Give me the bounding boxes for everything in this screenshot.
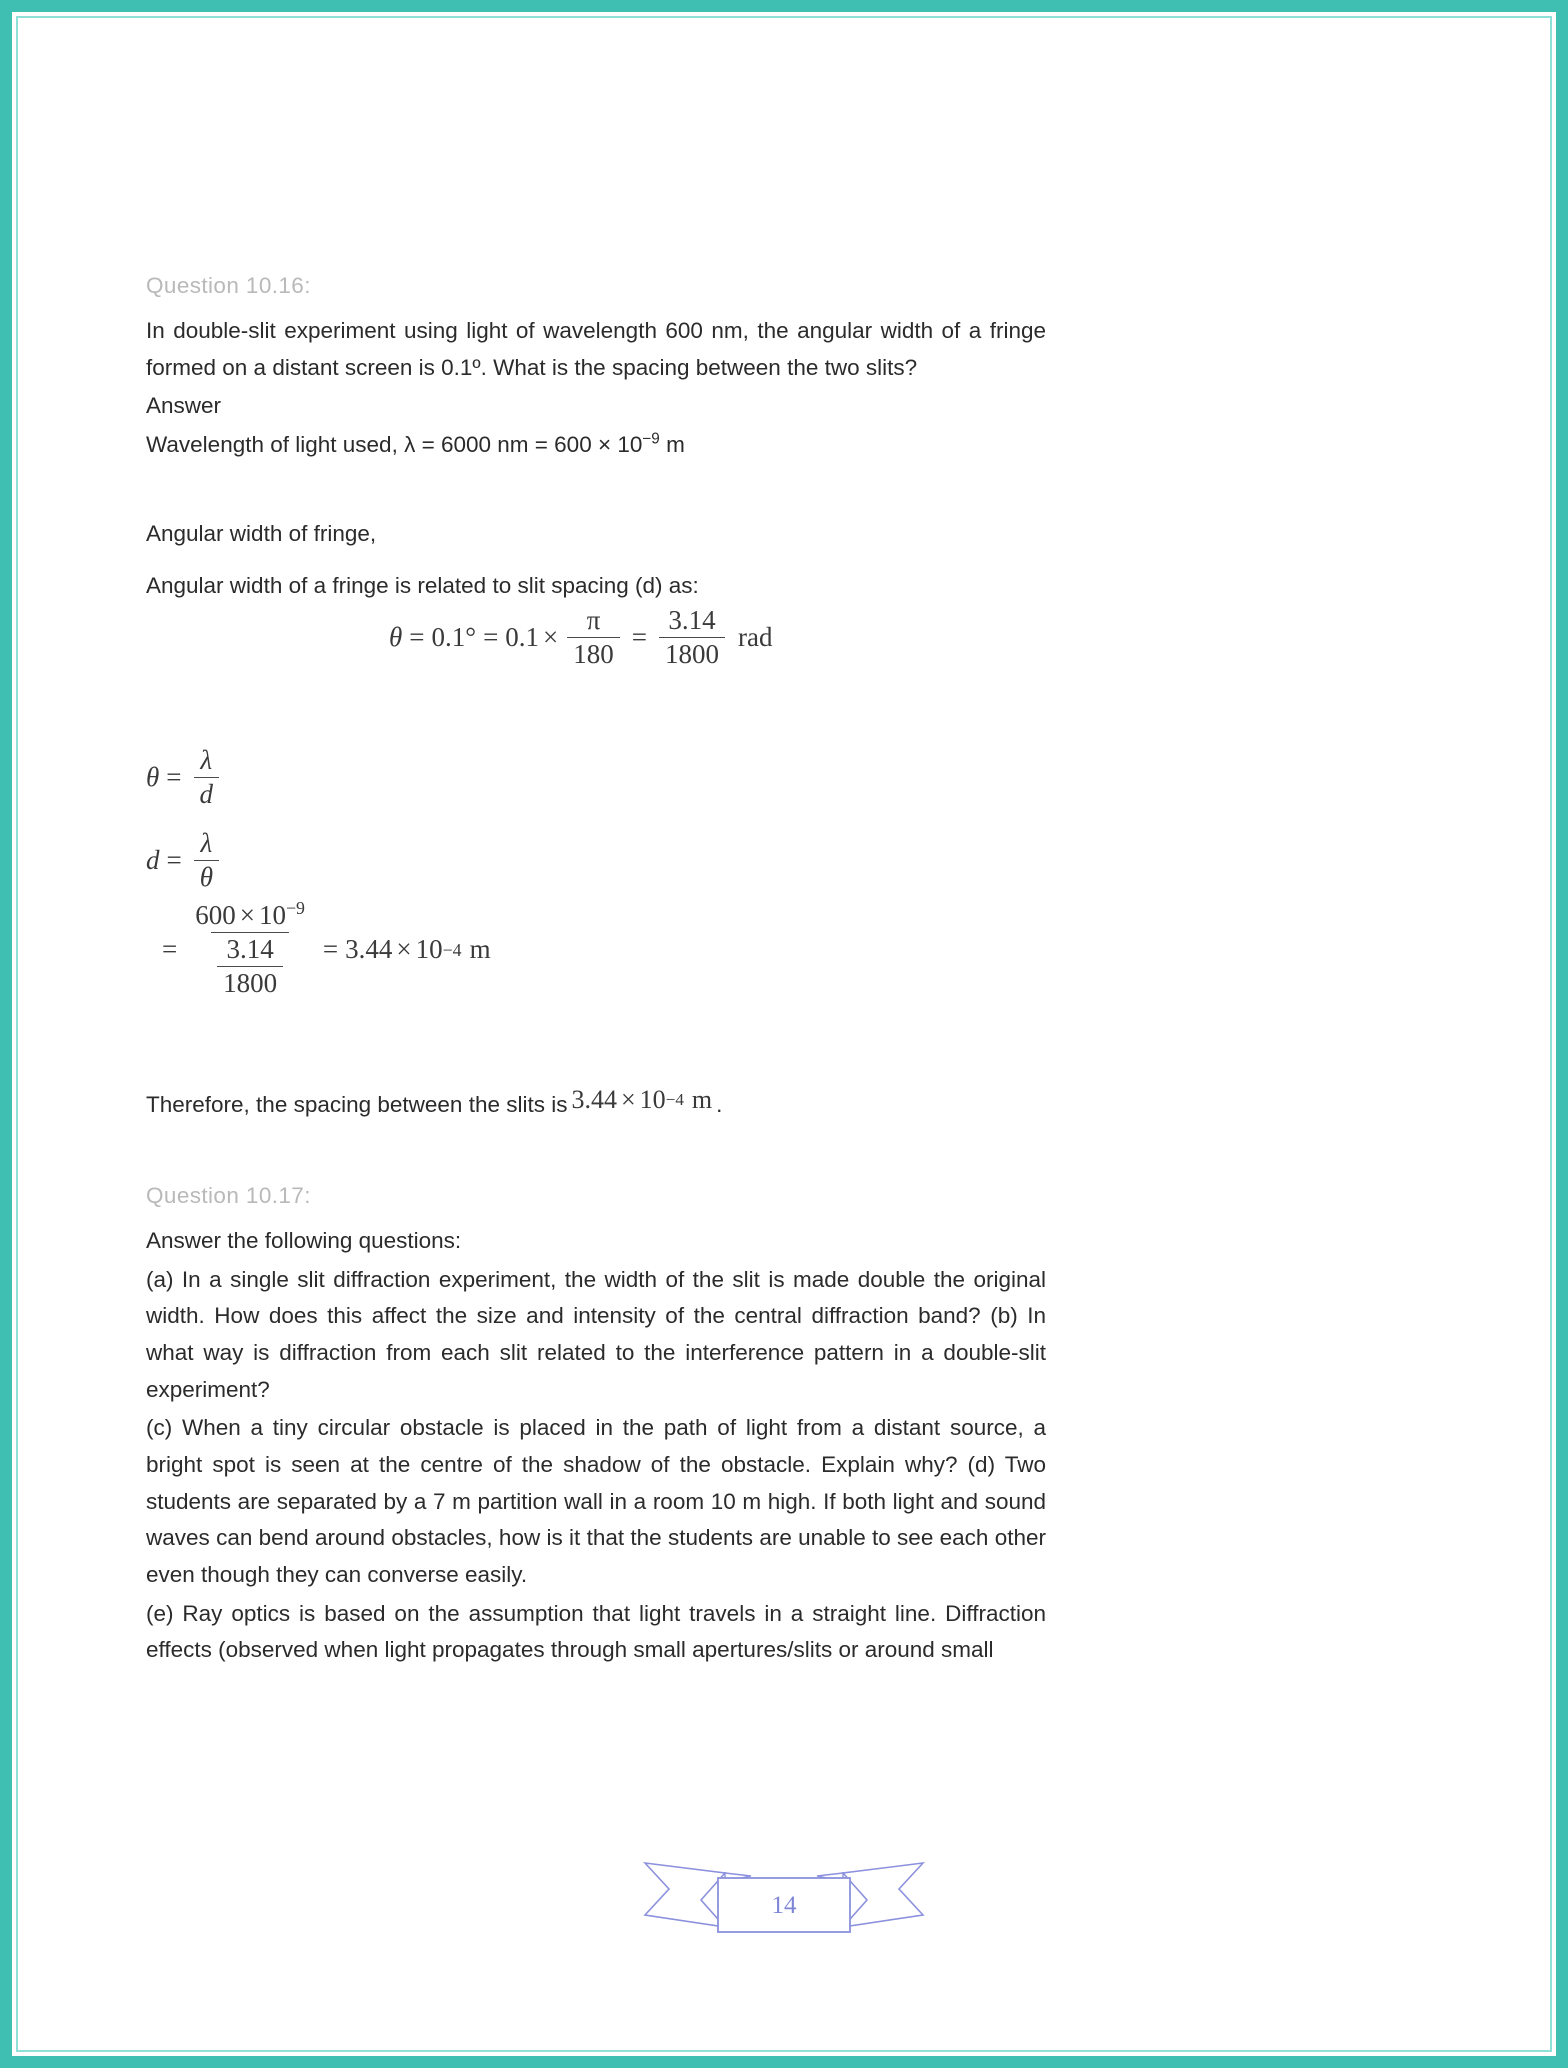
question-10-17-part-ab: (a) In a single slit diffraction experiment, the width of the slit is made double the original width. How does this affect the size and intensity of the central diffraction band? (b) In what way is diffraction from each slit related to the interference pattern in a double-slit experiment?: [146, 1266, 1046, 1402]
question-10-16-prompt: In double-slit experiment using light of wavelength 600 nm, the angular width of a fringe formed on a distant screen is 0.1º. What is the spacing between the two slits?: [146, 318, 1046, 380]
question-10-17-heading: Question 10.17:: [146, 1183, 311, 1208]
fraction-pi-over-180: [567, 605, 620, 670]
equation-final-calculation: = $\frac{600 \times 10^{-9}}{\frac{3.14}{1800}}$ = 3.44 × 10 −4 m: [162, 898, 491, 998]
relation-line: Angular width of a fringe is related to slit spacing (d) as:: [146, 573, 699, 599]
314-numerator: 3.14: [668, 605, 716, 635]
question-10-16-heading: Question 10.16:: [146, 273, 311, 298]
1800-denominator: 1800: [659, 637, 725, 670]
wavelength-suffix: m: [659, 432, 685, 458]
theta-lhs: θ: [146, 762, 160, 792]
denominator-inner-fraction: [211, 932, 289, 999]
equals-sign: =: [166, 762, 182, 792]
page-footer: [0, 1845, 1568, 1955]
multiply-sign-1: ×: [543, 622, 559, 652]
equals-2: =: [483, 622, 499, 652]
mantissa-600: 600: [195, 900, 236, 930]
lambda-numerator: λ: [200, 828, 213, 858]
result-unit: m: [469, 934, 491, 964]
equation-d-equals-lambda-over-theta: [146, 828, 224, 893]
wavelength-line: [146, 427, 1046, 464]
314-numerator: 3.14: [226, 934, 274, 964]
pi-numerator: π: [586, 605, 601, 635]
inline-result-math: 3.44 × 10 −4 m: [571, 1085, 713, 1114]
therefore-period: .: [716, 1092, 723, 1117]
inline-mantissa: 3.44: [571, 1085, 617, 1114]
theta-degrees-value: 0.1°: [431, 622, 477, 652]
theta-symbol: θ: [389, 622, 403, 652]
fraction-lambda-over-d: [194, 745, 220, 810]
equals-1: =: [409, 622, 425, 652]
multiply-sign-result: ×: [396, 934, 412, 964]
equals-lead: =: [162, 934, 178, 964]
theta-denominator: θ: [194, 860, 219, 893]
1800-denominator: 1800: [217, 966, 283, 999]
inline-multiply: ×: [620, 1085, 636, 1114]
result-mantissa: 3.44: [345, 934, 393, 964]
theta-factor: 0.1: [505, 622, 540, 652]
inline-base: 10: [639, 1085, 666, 1114]
180-denominator: 180: [567, 637, 620, 670]
rad-unit: rad: [738, 622, 773, 652]
result-base: 10: [415, 934, 443, 964]
fraction-314-over-1800-inner: [217, 934, 283, 999]
lambda-numerator: λ: [200, 745, 213, 775]
wavelength-exponent: −9: [642, 430, 660, 448]
page-number: 14: [771, 1892, 797, 1919]
equals-3: =: [631, 622, 648, 652]
fraction-314-over-1800: [659, 605, 725, 670]
therefore-line: [146, 1087, 1046, 1124]
d-lhs: d: [146, 845, 160, 875]
therefore-text: Therefore, the spacing between the slits is: [146, 1092, 568, 1117]
equals-mid: =: [322, 934, 339, 964]
inline-unit: m: [691, 1085, 713, 1114]
base-10: 10: [258, 900, 286, 930]
nested-fraction: [189, 900, 311, 999]
equals-sign: =: [166, 845, 182, 875]
question-10-17-part-e: (e) Ray optics is based on the assumption that light travels in a straight line. Diffraction effects (observed when light propagates through small apertures/slits or around small: [146, 1600, 1046, 1663]
question-10-17-part-cd: (c) When a tiny circular obstacle is placed in the path of light from a distant source, a bright spot is seen at the centre of the shadow of the obstacle. Explain why? (d) Two students are separated by a 7 m partition wall in a room 10 m high. If both light and sound waves can bend around obstacles, how is it that the students are unable to see each other even though they can converse easily.: [146, 1415, 1046, 1588]
equation-theta-conversion: [389, 605, 773, 670]
d-denominator: d: [194, 777, 220, 810]
fraction-lambda-over-theta: [194, 828, 219, 893]
question-10-17-intro: Answer the following questions:: [146, 1228, 462, 1253]
ribbon-banner: [639, 1845, 929, 1955]
page-content: [146, 272, 1046, 607]
equation-theta-equals-lambda-over-d: [146, 745, 224, 810]
question-10-17-section: [146, 1182, 1046, 1671]
multiply-sign: ×: [239, 900, 255, 930]
angular-width-label: Angular width of fringe,: [146, 520, 377, 546]
exponent-minus-9: −9: [285, 898, 305, 918]
wavelength-prefix: Wavelength of light used, λ = 6000 nm = 600 × 10: [146, 432, 643, 458]
numerator-600e-9: [189, 900, 311, 932]
answer-label: Answer: [146, 393, 222, 419]
